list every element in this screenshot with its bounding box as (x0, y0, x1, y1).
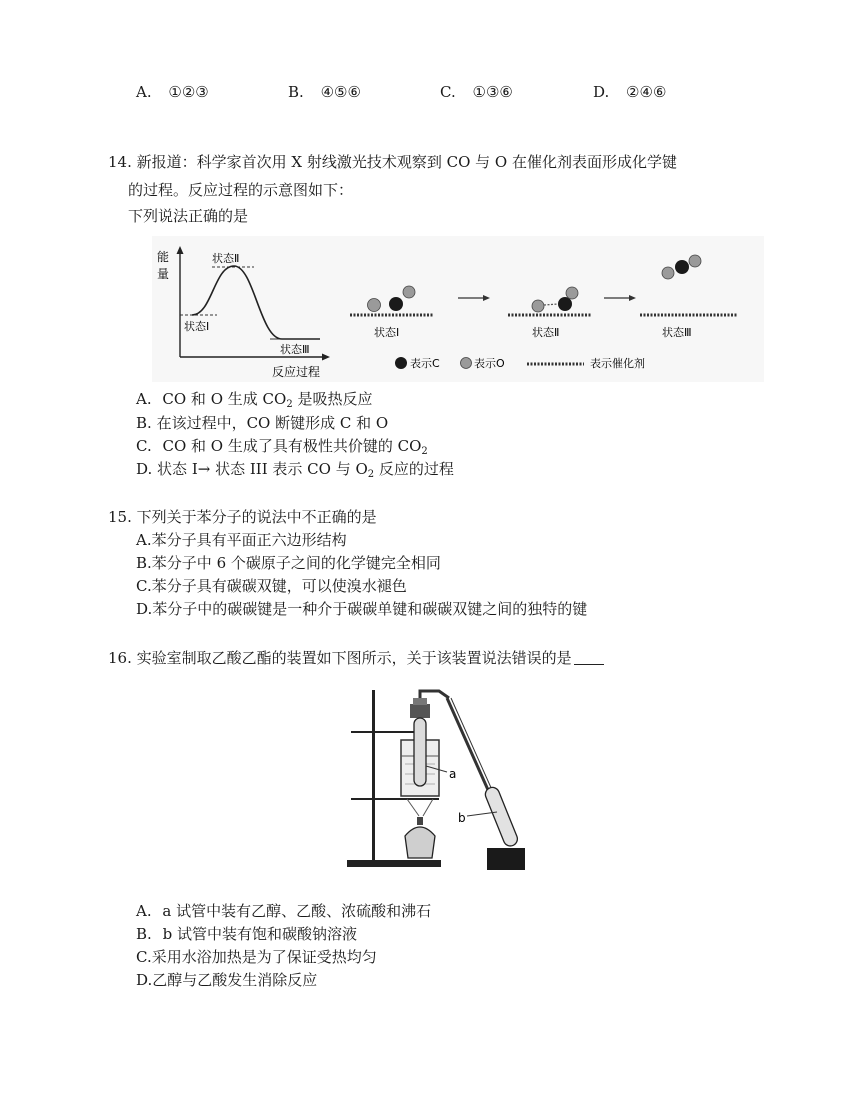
option-letter: D. (136, 971, 153, 989)
y-axis-label-1: 能 (157, 250, 170, 264)
q14-option-a (136, 389, 372, 409)
option-letter: C. (136, 948, 152, 966)
option-text-tail: 反应的过程 (374, 460, 454, 478)
q14-option-c (136, 436, 428, 456)
stopper (410, 704, 430, 718)
option-letter: D. (136, 600, 153, 618)
option-letter: D. (136, 460, 153, 478)
subscript: 2 (421, 446, 428, 457)
q14-option-d (136, 459, 454, 479)
label-a: a (449, 767, 457, 781)
oxygen-atom (689, 255, 701, 267)
q15-option-b (136, 553, 441, 573)
test-tube-b-group (483, 785, 519, 848)
option-letter: C. (136, 437, 152, 455)
question-number: 14. (108, 153, 132, 171)
question-text: 下列关于苯分子的说法中不正确的是 (136, 508, 377, 526)
q16-option-d (136, 970, 317, 990)
q13-option-a (136, 82, 209, 102)
stopper-top (413, 698, 427, 705)
option-letter: B. (136, 925, 152, 943)
q14-option-b (136, 413, 388, 433)
subscript: 2 (367, 469, 375, 480)
delivery-tube-top (420, 691, 449, 698)
q14-reaction-figure (152, 236, 764, 382)
test-tube-a (414, 718, 426, 786)
curve-state1-label: 状态Ⅰ (184, 320, 210, 333)
option-text: 苯分子中 6 个碳原子之间的化学键完全相同 (151, 554, 441, 572)
option-text: ①②③ (168, 83, 209, 101)
oxygen-atom (403, 286, 415, 298)
option-text: 苯分子中的碳碳键是一种介于碳碳单键和碳碳双键之间的独特的键 (152, 600, 588, 618)
panel-state3-label: 状态Ⅲ (662, 326, 692, 339)
q16-apparatus-figure (345, 688, 535, 874)
flame-line (407, 799, 419, 816)
option-letter: A. (136, 902, 152, 920)
legend-oxygen-text: 表示O (474, 357, 505, 370)
answer-blank[interactable] (574, 650, 604, 665)
option-text: 状态 I→ 状态 III 表示 CO 与 O (157, 460, 368, 478)
curve-state2-label: 状态Ⅱ (212, 252, 240, 265)
option-text: 苯分子具有平面正六边形结构 (151, 531, 347, 549)
panel-state2-label: 状态Ⅱ (532, 326, 560, 339)
carbon-atom (558, 297, 572, 311)
oxygen-atom (368, 299, 381, 312)
label-b: b (458, 811, 466, 825)
q15-option-c (136, 576, 407, 596)
panel-state1-label: 状态Ⅰ (374, 326, 400, 339)
question-text: 新报道：科学家首次用 X 射线激光技术观察到 CO 与 O 在催化剂表面形成化学键 (136, 153, 678, 171)
support-block (487, 848, 525, 870)
option-text: b 试管中装有饱和碳酸钠溶液 (162, 925, 357, 943)
q14-stem-line2: 的过程。反应过程的示意图如下： (128, 181, 354, 199)
legend-oxygen-icon (461, 358, 472, 369)
option-text: ④⑤⑥ (320, 83, 361, 101)
test-tube-b (483, 785, 519, 848)
q16-option-a (136, 901, 431, 921)
question-number: 15. (108, 508, 132, 526)
q14-stem-line1 (108, 152, 677, 172)
q13-option-d (593, 82, 666, 102)
question-number: 16. (108, 649, 132, 667)
question-text: 实验室制取乙酸乙酯的装置如下图所示，关于该装置说法错误的是 (136, 649, 572, 667)
option-letter: C. (136, 577, 152, 595)
y-axis-label-2: 量 (157, 267, 170, 281)
option-letter: B. (136, 414, 152, 432)
oxygen-atom (662, 267, 674, 279)
lamp-wick (417, 817, 423, 825)
flame-line (423, 799, 433, 816)
legend-carbon-text: 表示C (410, 357, 440, 370)
option-text: ②④⑥ (626, 83, 667, 101)
q15-option-a (136, 530, 347, 550)
option-letter: B. (288, 83, 304, 101)
q14-stem-line3: 下列说法正确的是 (128, 207, 249, 225)
q16-stem (108, 648, 604, 668)
q16-option-b (136, 924, 357, 944)
option-letter: A. (136, 390, 152, 408)
option-letter: A. (136, 83, 152, 101)
x-axis-label: 反应过程 (272, 365, 321, 379)
q15-option-d (136, 599, 587, 619)
stand-rod (372, 690, 375, 862)
curve-state3-label: 状态Ⅲ (280, 343, 310, 356)
option-text: 采用水浴加热是为了保证受热均匀 (151, 948, 377, 966)
figure-background (152, 236, 764, 382)
alcohol-lamp (405, 827, 435, 858)
q15-stem (108, 507, 377, 527)
option-letter: B. (136, 554, 152, 572)
oxygen-atom (566, 287, 578, 299)
subscript: 2 (286, 399, 293, 410)
q13-option-c (440, 82, 513, 102)
stand-base (347, 860, 441, 867)
option-text: 苯分子具有碳碳双键，可以使溴水褪色 (151, 577, 407, 595)
option-letter: A. (136, 531, 152, 549)
legend-carbon-icon (395, 357, 407, 369)
option-text: a 试管中装有乙醇、乙酸、浓硫酸和沸石 (162, 902, 432, 920)
oxygen-atom (532, 300, 544, 312)
option-text: CO 和 O 生成 CO (162, 390, 287, 408)
carbon-atom (675, 260, 689, 274)
option-text: 在该过程中，CO 断键形成 C 和 O (156, 414, 389, 432)
option-text: ①③⑥ (472, 83, 513, 101)
q13-option-b (288, 82, 361, 102)
legend-catalyst-text: 表示催化剂 (590, 357, 645, 370)
option-text: CO 和 O 生成了具有极性共价键的 CO (162, 437, 422, 455)
option-text: 乙醇与乙酸发生消除反应 (152, 971, 318, 989)
carbon-atom (389, 297, 403, 311)
option-text-tail: 是吸热反应 (292, 390, 373, 408)
q16-option-c (136, 947, 377, 967)
option-letter: D. (593, 83, 610, 101)
option-letter: C. (440, 83, 456, 101)
